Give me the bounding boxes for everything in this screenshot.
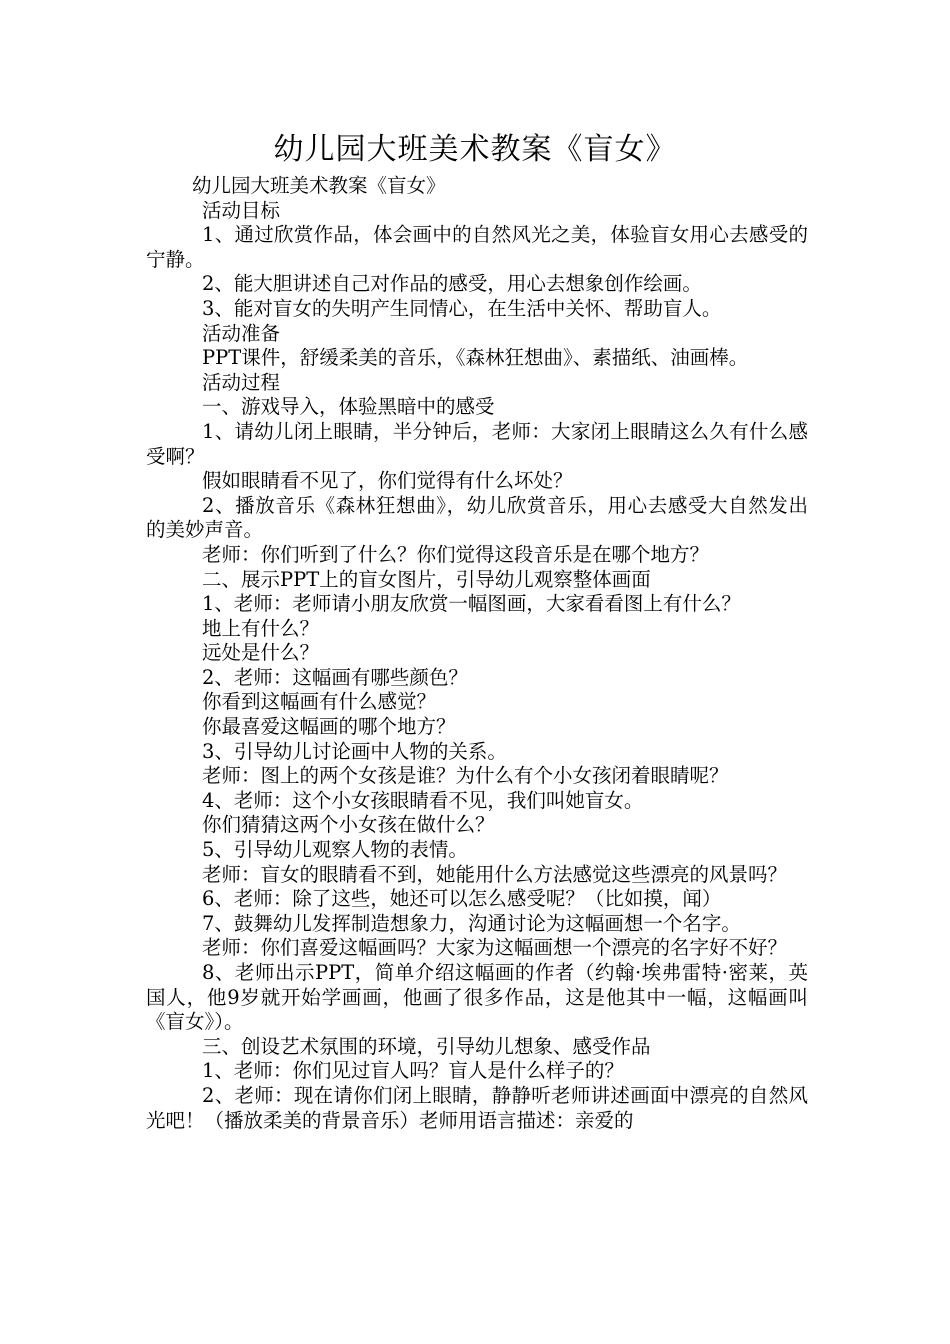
paragraph: 你看到这幅画有什么感觉？ [202,690,437,714]
paragraph: 1、老师：你们见过盲人吗？盲人是什么样子的？ [202,1059,624,1083]
document-body [146,174,808,1133]
paragraph: 5、引导幼儿观察人物的表情。 [202,838,468,862]
paragraph: 4、老师：这个小女孩眼睛看不见，我们叫她盲女。 [202,788,644,812]
paragraph: 2、老师：这幅画有哪些颜色？ [202,665,468,689]
document-title: 幼儿园大班美术教案《盲女》 [273,132,677,167]
paragraph: 远处是什么？ [202,641,320,665]
paragraph: 3、能对盲女的失明产生同情心，在生活中关怀、帮助盲人。 [202,296,722,320]
paragraph: 老师：你们听到了什么？你们觉得这段音乐是在哪个地方？ [202,542,710,566]
paragraph: 三、创设艺术氛围的环境，引导幼儿想象、感受作品 [202,1034,651,1058]
paragraph: 1、通过欣赏作品，体会画中的自然风光之美，体验盲女用心去感受的宁静。 [146,223,808,271]
section-heading-goals: 活动目标 [202,198,281,222]
paragraph: 1、请幼儿闭上眼睛，半分钟后，老师：大家闭上眼睛这么久有什么感受啊？ [146,419,808,468]
paragraph: PPT课件，舒缓柔美的音乐，《森林狂想曲》、素描纸、油画棒。 [202,346,749,370]
paragraph: 二、展示PPT上的盲女图片，引导幼儿观察整体画面 [202,567,651,591]
paragraph: 2、播放音乐《森林狂想曲》，幼儿欣赏音乐，用心去感受大自然发出的美妙声音。 [146,493,808,542]
paragraph: 2、能大胆讲述自己对作品的感受，用心去想象创作绘画。 [202,272,702,296]
paragraph: 1、老师：老师请小朋友欣赏一幅图画，大家看看图上有什么？ [202,592,741,616]
paragraph: 老师：盲女的眼睛看不到，她能用什么方法感觉这些漂亮的风景吗？ [202,862,788,886]
paragraph: 地上有什么？ [202,616,320,640]
paragraph: 3、引导幼儿讨论画中人物的关系。 [202,739,507,763]
paragraph: 2、老师：现在请你们闭上眼睛，静静听老师讲述画面中漂亮的自然风光吧！（播放柔美的背景音乐）老师用语言描述：亲爱的 [146,1083,808,1132]
paragraph: 老师：图上的两个女孩是谁？为什么有个小女孩闭着眼睛呢？ [202,764,729,788]
paragraph: 8、老师出示PPT，简单介绍这幅画的作者（约翰·埃弗雷特·密莱，英国人，他9岁就开始学画画，他画了很多作品，这是他其中一幅，这幅画叫《盲女》）。 [146,961,808,1034]
paragraph: 6、老师：除了这些，她还可以怎么感受呢？（比如摸，闻） [202,887,722,911]
paragraph: 你最喜爱这幅画的哪个地方？ [202,715,456,739]
paragraph: 老师：你们喜爱这幅画吗？大家为这幅画想一个漂亮的名字好不好？ [202,936,788,960]
paragraph: 假如眼睛看不见了，你们觉得有什么坏处？ [202,469,573,493]
paragraph: 一、游戏导入，体验黑暗中的感受 [202,395,495,419]
document-subtitle: 幼儿园大班美术教案《盲女》 [192,174,446,197]
section-heading-process: 活动过程 [202,370,281,394]
paragraph: 你们猜猜这两个小女孩在做什么？ [202,813,495,837]
paragraph: 7、鼓舞幼儿发挥制造想象力，沟通讨论为这幅画想一个名字。 [202,911,741,935]
section-heading-preparation: 活动准备 [202,321,281,345]
